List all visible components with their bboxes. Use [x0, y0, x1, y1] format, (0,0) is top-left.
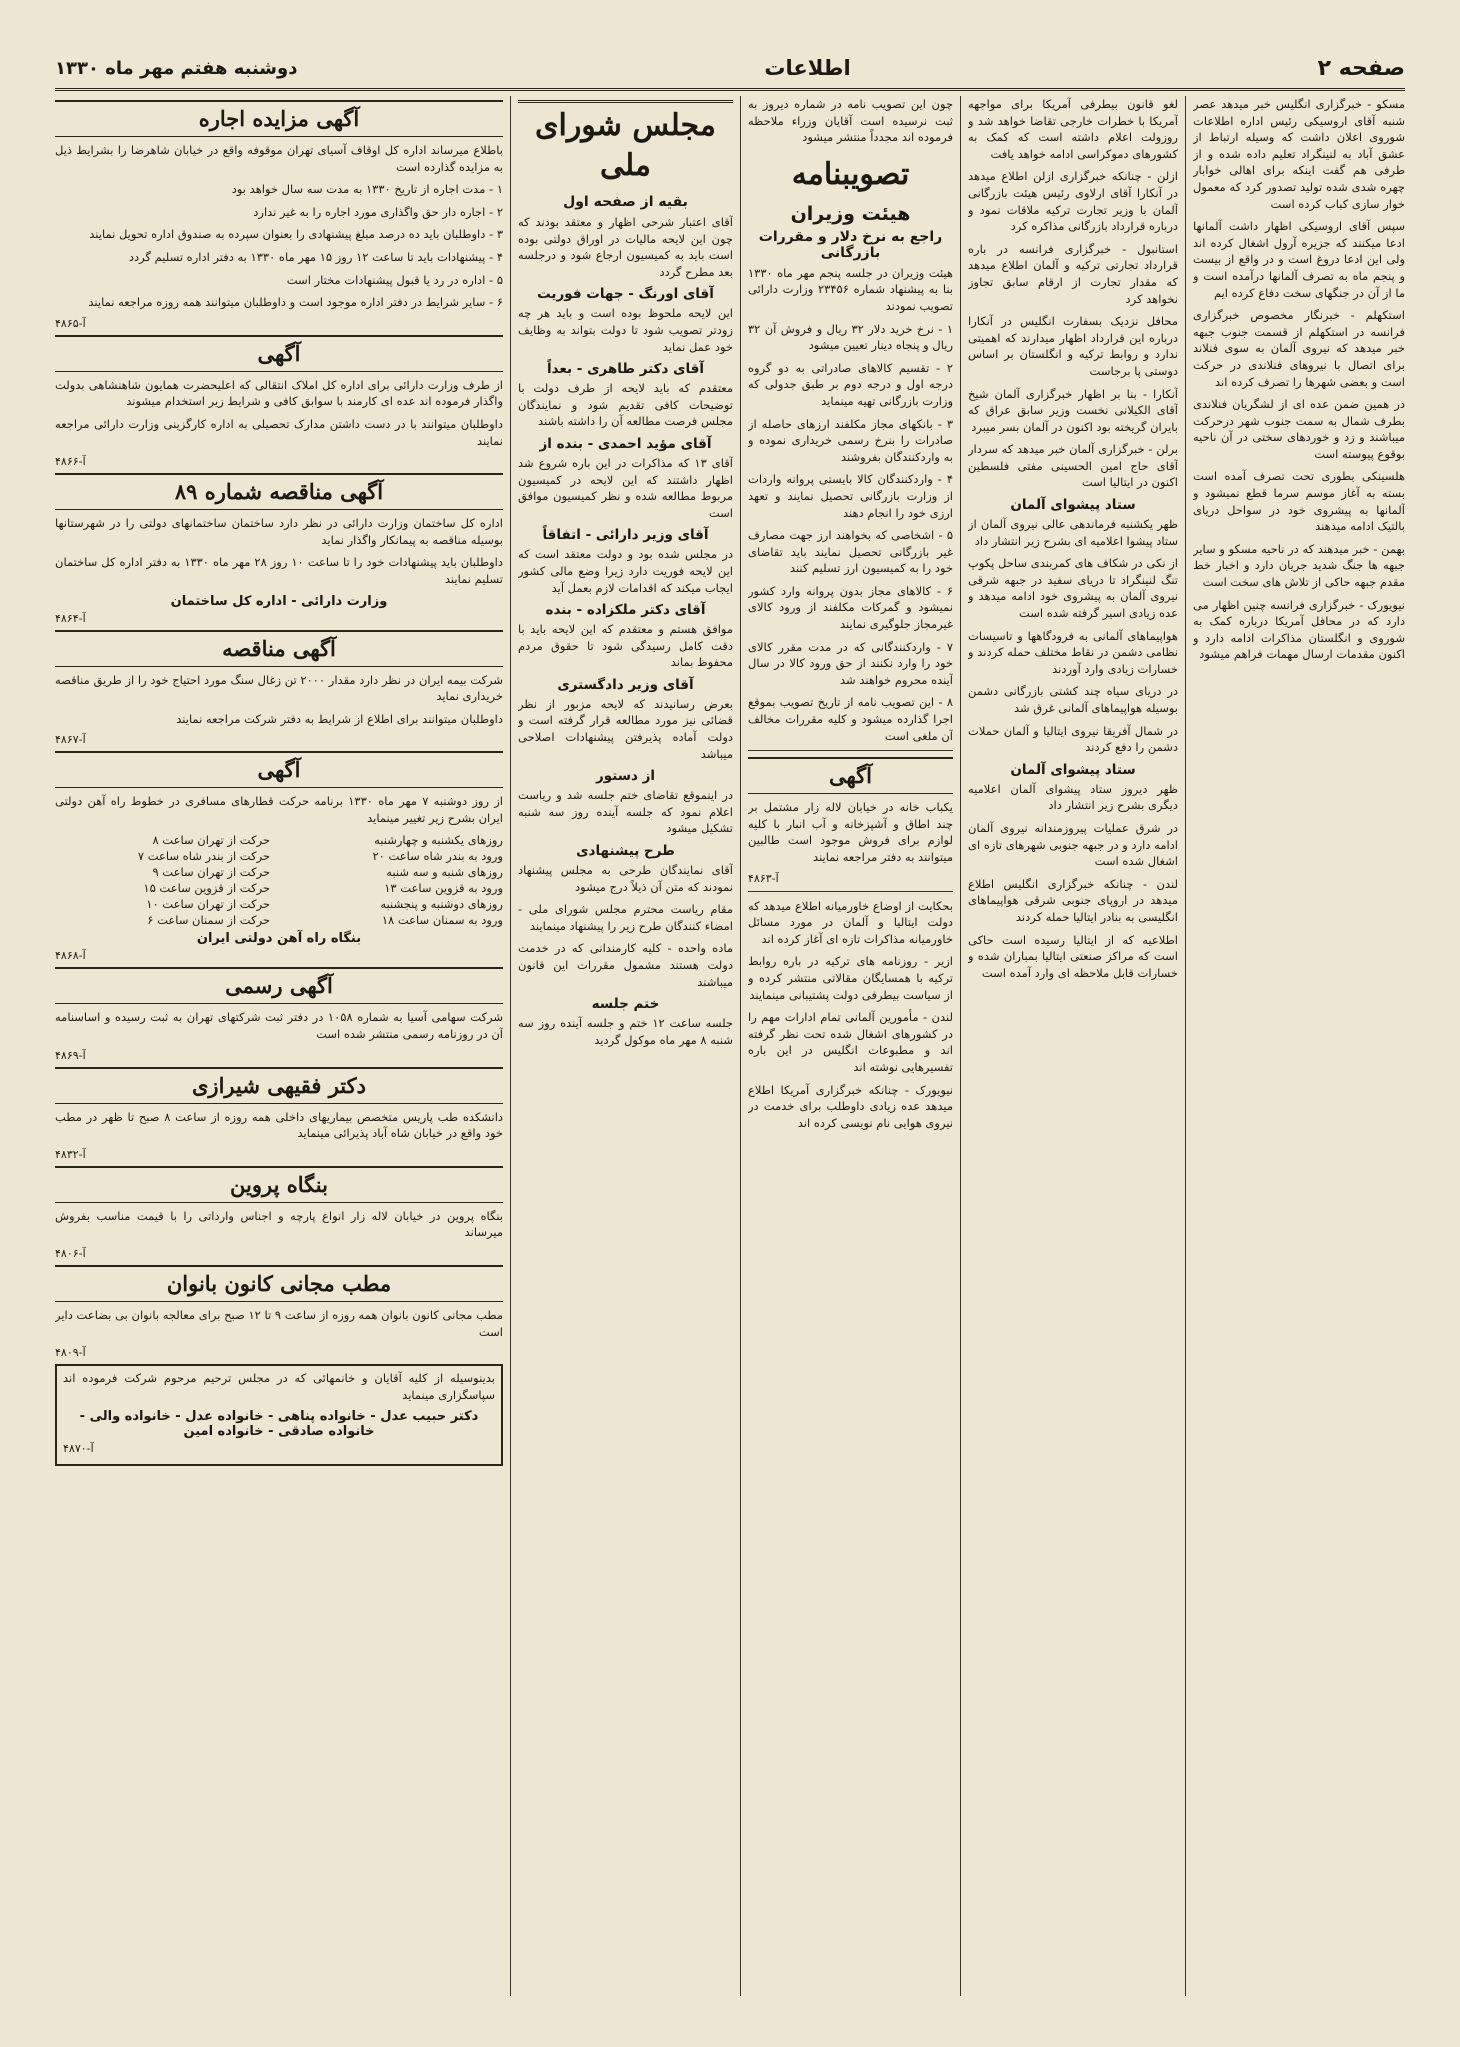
- news-paragraph: ظهر دیروز ستاد پیشوای آلمان اعلامیه دیگری بشرح زیر انتشار داد: [968, 781, 1178, 813]
- ad-title: آگهی رسمی: [55, 967, 503, 1004]
- speaker-heading: آقای دکتر ملکزاده - بنده: [545, 602, 706, 619]
- ad-text: بدینوسیله از کلیه آقایان و خانمهائی که در مجلس ترحیم مرحوم شرکت فرموده اند سپاسگزاری مینماید: [63, 1371, 495, 1402]
- ad-text: داوطلبان باید پیشنهادات خود را تا ساعت ۱۰ روز ۲۸ مهر ماه ۱۳۳۰ به دفتر اداره کل ساختمان تسلیم نمایند: [55, 555, 503, 586]
- ad-text: ۶ - سایر شرایط در دفتر اداره موجود است و داوطلبان میتوانند همه روزه مراجعه نمایند: [88, 295, 503, 310]
- news-paragraph: ازیر - روزنامه های ترکیه در باره روابط ترکیه با همسایگان مقالاتی منتشر کرده و از سیاست بیطرفی دولت پشتیبانی مینمایند: [748, 954, 953, 1002]
- ad-ref: آ-۴۸۶۸: [55, 949, 86, 963]
- news-paragraph: اطلاعیه که از ایتالیا رسیده است حاکی است که مراکز صنعتی ایتالیا بمباران شده و خسارات قابل ملاحظه ای وارد آمده است: [968, 932, 1178, 980]
- ad-text: ۴ - پیشنهادات باید تا ساعت ۱۲ روز ۱۵ مهر ماه ۱۳۳۰ به دفتر اداره تسلیم گردد: [128, 249, 503, 264]
- news-paragraph: لغو قانون بیطرفی آمریکا برای مواجهه آمریکا با خطرات خارجی تقاضا خواهد شد و روزولت اعلام داشته است که کمک به کشورهای دموکراسی ادامه خواهد یافت: [968, 97, 1178, 161]
- ad-title: دکتر فقیهی شیرازی: [55, 1067, 503, 1104]
- ad-ref: آ-۴۸۷۰: [63, 1442, 94, 1456]
- ad-text: باطلاع میرساند اداره کل اوقاف آسیای تهران موقوفه واقع در خیابان شاهرضا را بشرایط ذیل به مزایده گذارده است: [55, 143, 503, 174]
- parliament-paragraph: معتقدم که باید لایحه از طرف دولت با توضیحات کافی تقدیم شود و نمایندگان مجلس فرصت مطالعه آن را داشته باشند: [518, 381, 733, 429]
- speaker-heading: آقای دکتر طاهری - بعداً: [546, 361, 705, 378]
- ad-text: مطب مجانی کانون بانوان همه روزه از ساعت ۹ تا ۱۲ صبح برای معالجه بانوان بی بضاعت دایر است: [55, 1308, 503, 1339]
- schedule-cell: روزهای یکشنبه و چهارشنبه: [374, 833, 503, 848]
- ad-ref: آ-۴۸۶۹: [55, 1048, 86, 1062]
- ad-text: ۲ - اجاره دار حق واگذاری مورد اجاره را به غیر ندارد: [253, 204, 503, 219]
- ad-text: داوطلبان میتوانند برای اطلاع از شرایط به دفتر شرکت مراجعه نمایند: [176, 711, 503, 726]
- parliament-paragraph: بعرض رسانیدند که لایحه مزبور از نظر قضائی نیز مورد مطالعه قرار گرفته است و دولت آماده پذیرفتن پیشنهادات اصلاحی میباشد: [518, 696, 733, 761]
- schedule-cell: حرکت از تهران ساعت ۱۰: [146, 897, 271, 912]
- section-heading: ستاد پیشوای آلمان: [1010, 497, 1136, 514]
- decree-note: چون این تصویب نامه در شماره دیروز به ثبت نرسیده است آقایان وزراء ملاحظه فرموده اند مجدداً منتشر میشود: [748, 97, 953, 145]
- ad-signature: بنگاه راه آهن دولتی ایران: [196, 931, 362, 947]
- ad-text: از طرف وزارت دارائی برای اداره کل املاک انتقالی که اعلیحضرت همایون شاهنشاهی بدولت واگذار فرموده اند عده ای کارمند با سوابق کافی و شرایط زیر استخدام میشوند: [55, 377, 503, 409]
- speaker-heading: آقای مؤید احمدی - بنده از: [539, 435, 712, 452]
- news-paragraph: ظهر یکشنبه فرماندهی عالی نیروی آلمان از ستاد پیشوا اعلامیه ای بشرح زیر انتشار داد: [968, 517, 1178, 548]
- schedule-cell: حرکت از بندر شاه ساعت ۷: [137, 849, 271, 864]
- parliament-paragraph: موافق هستم و معتقدم که این لایحه باید با دقت کامل رسیدگی شود تا حقوق مردم محفوظ بماند: [518, 622, 733, 670]
- decree-paragraph: ۱ - نرخ خرید دلار ۳۲ ریال و فروش آن ۳۲ ریال و پنجاه دینار تعیین میشود: [748, 321, 953, 353]
- issue-date: دوشنبه هفتم مهر ماه ۱۳۳۰: [55, 57, 298, 79]
- decree-subtitle: راجع به نرخ دلار و مقررات بازرگانی: [758, 228, 943, 261]
- ad-text: یکباب خانه در خیابان لاله زار مشتمل بر چند اطاق و آشپزخانه و آب انبار با کلیه لوازم برای فروش موجود است طالبین میتوانند به دفتر مراجعه نمایند: [748, 800, 953, 864]
- column-rule: [960, 96, 961, 1996]
- decree-paragraph: ۶ - کالاهای مجاز بدون پروانه وارد کشور نمیشود و گمرکات مکلفند از ورود کالای غیرمجاز جلوگیری نمایند: [748, 583, 953, 632]
- ad-ref: آ-۴۸۰۹: [55, 1346, 86, 1360]
- schedule-row: [55, 912, 503, 928]
- ad-title: آگهی: [748, 757, 953, 794]
- news-paragraph: مسکو - خبرگزاری انگلیس خبر میدهد عصر شنبه آقای اروسیکی رئیس اداره اطلاعات شوروی اعلان داشت که وسیله ارتباط از عشق آباد به لنینگراد تعلیم داده شده و از طرفی هم گفت اینکه برای اهالی خوابار چهره شدی شده تولید تصدور کرد که معمول خوار سازی کباب کرده است: [1193, 97, 1405, 211]
- news-paragraph: در شرق عملیات پیروزمندانه نیروی آلمان ادامه دارد و در جبهه جنوبی شهرهای تازه ای اشغال شده است: [968, 820, 1178, 869]
- ad-title: بنگاه پروین: [55, 1166, 503, 1203]
- news-paragraph: لندن - مأمورین آلمانی تمام ادارات مهم را در کشورهای اشغال شده تحت نظر گرفته اند و مطبوعات انگلیس در این باره تفسیرهایی نوشته اند: [748, 1010, 953, 1074]
- ad-text: ۳ - داوطلبان باید ده درصد مبلغ پیشنهادی را بعنوان سپرده به صندوق اداره تحویل نمایند: [89, 227, 503, 242]
- ad-title: آگهی مناقصه: [55, 630, 503, 667]
- column-rule: [1185, 96, 1186, 1996]
- ad-ref: آ-۴۸۶۴: [55, 611, 86, 625]
- schedule-cell: حرکت از تهران ساعت ۸: [152, 833, 271, 848]
- page-number: صفحه ۲: [1317, 55, 1405, 81]
- ad-text: ۱ - مدت اجاره از تاریخ ۱۳۳۰ به مدت سه سال خواهد بود: [231, 182, 503, 197]
- news-paragraph: از نکی در شکاف های کمربندی ساحل پکوپ تنگ لنینگراد تا دریای سفید در جبهه شرقی نیروی آلمان به پیشروی خود ادامه میدهد و عده زیادی اسیر گرفته شده است: [968, 556, 1178, 621]
- schedule-row: [55, 832, 503, 848]
- news-paragraph: آنکارا - بنا بر اظهار خبرگزاری آلمان شیخ آقای الکیلانی نخست وزیر سابق عراق که بایران گریخته بود اکنون در آلمان بسر میبرد: [968, 386, 1178, 434]
- thanks-notice: [55, 1364, 503, 1466]
- parliament-paragraph: در اینموقع تقاضای ختم جلسه شد و ریاست اعلام نمود که جلسه آینده روز سه شنبه تشکیل میشود: [518, 788, 733, 836]
- ad-text: شرکت سهامی آسیا به شماره ۱۰۵۸ در دفتر ثبت شرکتهای تهران به ثبت رسیده و اساسنامه آن در روزنامه رسمی منتشر شده است: [55, 1010, 503, 1042]
- news-paragraph: ازلن - چنانکه خبرگزاری ازلن اطلاع میدهد در آنکارا آقای ارلاوی رئیس هیئت بازرگانی آلمان با وزیر تجارت ترکیه ملاقات نمود و درباره قرارداد بازرگانی مذاکره کرد: [968, 169, 1178, 234]
- speaker-heading: طرح پیشنهادی: [576, 843, 675, 860]
- news-paragraph: بحکایت از اوضاع خاورمیانه اطلاع میدهد که دولت ایتالیا و آلمان در مورد مسائل خاورمیانه مذاکرات تازه ای آغاز کرده اند: [748, 898, 953, 946]
- ad-text: بنگاه پروین در خیابان لاله زار انواع پارچه و اجناس وارداتی را با قیمت مناسب بفروش میرساند: [55, 1208, 503, 1240]
- parliament-paragraph: آقای ۱۳ که مذاکرات در این باره شروع شد اظهار داشتند که این لایحه در کمیسیون مربوط مطالعه شده و نظر کمیسیون موافق است: [518, 455, 733, 520]
- ad-title: آگهی: [55, 335, 503, 372]
- parliament-paragraph: در مجلس شده بود و دولت معتقد است که این لایحه فوریت دارد زیرا وضع مالی کشور ایجاب میکند که اقدامات لازم بعمل آید: [518, 547, 733, 595]
- decree-title: تصویبنامه: [791, 156, 910, 192]
- paper-name: اطلاعات: [764, 56, 851, 80]
- decree-paragraph: هیئت وزیران در جلسه پنجم مهر ماه ۱۳۳۰ بنا به پیشنهاد شماره ۲۳۴۵۶ وزارت دارائی تصویب نمودند: [748, 265, 953, 313]
- schedule-row: [55, 864, 503, 880]
- ad-ref: آ-۴۸۶۳: [748, 871, 779, 885]
- news-paragraph: محافل نزدیک بسفارت انگلیس در آنکارا درباره این قرارداد اظهار میدارند که اهمیتی ندارد و روابط ترکیه و انگلستان بر اساس دوستی پا برجاست: [968, 314, 1178, 378]
- decree-paragraph: ۲ - تقسیم کالاهای صادراتی به دو گروه درجه اول و درجه دوم بر طبق جدولی که وزارت بازرگانی تهیه مینماید: [748, 360, 953, 408]
- ad-text: ۵ - اداره در رد یا قبول پیشنهادات مختار است: [286, 272, 503, 287]
- ad-ref: آ-۴۸۳۲: [55, 1147, 86, 1161]
- family-names: دکتر حبیب عدل - خانواده پناهی - خانواده عدل - خانواده والی - خانواده صادقی - خانواده امین: [79, 1409, 479, 1440]
- decree-paragraph: ۸ - این تصویب نامه از تاریخ تصویب بموقع اجرا گذارده میشود و کلیه مقررات مخالف آن ملغی است: [748, 695, 953, 743]
- ad-ref: آ-۴۸۶۵: [55, 316, 86, 330]
- parliament-paragraph: این لایحه ملحوظ بوده است و باید هر چه زودتر تصویب شود تا دولت بتواند به وظایف خود عمل نماید: [518, 306, 733, 354]
- ad-title: آگهی: [55, 751, 503, 788]
- parliament-subtitle: بقیه از صفحه اول: [563, 194, 688, 210]
- news-paragraph: نیویورک - چنانکه خبرگزاری آمریکا اطلاع میدهد عده زیادی داوطلب برای خدمت در نیروی هوایی نام نویسی کرده اند: [748, 1082, 953, 1130]
- ad-ref: آ-۴۸۰۶: [55, 1247, 86, 1261]
- schedule-cell: حرکت از قزوین ساعت ۱۵: [143, 881, 271, 896]
- news-paragraph: در شمال آفریقا نیروی ایتالیا و آلمان حملات دشمن را دفع کردند: [968, 723, 1178, 755]
- news-paragraph: هواپیماهای آلمانی به فرودگاهها و تاسیسات نظامی دشمن در نقاط مختلف حمله کردند و خسارات زیادی وارد آوردند: [968, 628, 1178, 676]
- ad-title: مطب مجانی کانون بانوان: [55, 1265, 503, 1302]
- ad-text: دانشکده طب پاریس متخصص بیماریهای داخلی همه روزه از ساعت ۸ صبح تا ظهر در مطب خود واقع در خیابان شاه آباد پذیرائی مینماید: [55, 1109, 503, 1141]
- closing-heading: ختم جلسه: [591, 996, 660, 1013]
- ad-title: آگهی مزایده اجاره: [55, 100, 503, 137]
- parliament-paragraph: جلسه ساعت ۱۲ ختم و جلسه آینده روز سه شنبه ۸ مهر ماه موکول گردید: [518, 1016, 733, 1047]
- ad-title: آگهی مناقصه شماره ۸۹: [55, 473, 503, 510]
- schedule-row: [55, 880, 503, 896]
- decree-paragraph: ۴ - واردکنندگان کالا بایستی پروانه واردات از وزارت بازرگانی تحصیل نمایند و تعهد ارزی خود را انجام دهند: [748, 472, 953, 520]
- parliament-title: مجلس شورای ملی: [518, 100, 733, 189]
- decree-column: [748, 96, 953, 1996]
- masthead: [55, 48, 1405, 91]
- news-paragraph: لندن - چنانکه خبرگزاری انگلیس اطلاع میدهد در اروپای جنوبی شرقی هواپیماهای انگلیسی به بنادر ایتالیا حمله کردند: [968, 876, 1178, 924]
- parliament-column: [518, 96, 733, 1996]
- ad-text: از روز دوشنبه ۷ مهر ماه ۱۳۳۰ برنامه حرکت قطارهای مسافری در خطوط راه آهن دولتی ایران بشرح زیر تغییر مینماید: [55, 794, 503, 825]
- schedule-cell: ورود به بندر شاه ساعت ۲۰: [372, 849, 503, 864]
- news-paragraph: سپس آقای اروسیکی اظهار داشت آلمانها ادعا میکنند که جزیره آرول اشغال کرده اند ولی این ادعا دروغ است و در واقع از بیست و پنجم ماه به تصرف آلمانها درآمده است و ما از آن در جنگهای سخت دفاع کرده ایم: [1193, 219, 1405, 300]
- news-column: [1193, 96, 1405, 1996]
- column-rule: [740, 96, 741, 1996]
- schedule-row: [55, 896, 503, 912]
- news-paragraph: برلن - خبرگزاری آلمان خبر میدهد که سردار آقای حاج امین الحسینی مفتی فلسطین اکنون در ایتالیا است: [968, 442, 1178, 490]
- news-column-2: [968, 96, 1178, 1996]
- news-paragraph: نیویورک - خبرگزاری فرانسه چنین اظهار می دارد که در محافل آمریکا درباره کمک به شوروی و انگلستان مذاکرات ادامه دارد و اکنون مقدمات ارسال مهمات فراهم میشود: [1193, 597, 1405, 662]
- news-paragraph: در دریای سیاه چند کشتی بازرگانی دشمن بوسیله هواپیماهای آلمانی غرق شد: [968, 684, 1178, 715]
- news-paragraph: استکهلم - خبرنگار مخصوص خبرگزاری فرانسه در استکهلم از قسمت جنوب جبهه خبر میدهد که نیروی آلمان به سوی فنلاند برای اتصال با نیروهای فنلاندی در حرکت است و بعضی شهرها را تصرف کرده اند: [1193, 308, 1405, 389]
- ad-ref: آ-۴۸۶۷: [55, 733, 86, 747]
- decree-title-2: هیئت وزیران: [790, 202, 911, 225]
- news-paragraph: استانبول - خبرگزاری فرانسه در باره قرارداد تجارتی ترکیه و آلمان اطلاع میدهد که مقدار تجارت از ارقام سابق تجاوز نخواهد کرد: [968, 241, 1178, 306]
- divider: [748, 750, 953, 751]
- news-paragraph: بهمن - خبر میدهند که در ناحیه مسکو و سایر جبهه ها جنگ شدید جریان دارد و اخبار خط مقدم جبهه حاکی از تلاش های سخت است: [1193, 541, 1405, 590]
- news-paragraph: هلسینکی بطوری تحت تصرف آمده است بسته به آغاز موسم سرما قطع نمیشود و آلمانها به پیشروی خود در سواحل دریای بالتیک ادامه میدهند: [1193, 469, 1405, 534]
- ad-text: شرکت بیمه ایران در نظر دارد مقدار ۲۰۰۰ تن زغال سنگ مورد احتیاج خود را از طریق مناقصه خریداری نماید: [55, 672, 503, 704]
- parliament-paragraph: آقای نمایندگان طرحی به مجلس پیشنهاد نمودند که متن آن ذیلاً درج میشود: [518, 863, 733, 894]
- schedule-cell: ورود به سمنان ساعت ۱۸: [381, 913, 503, 928]
- ads-column: [55, 96, 503, 1996]
- decree-paragraph: ۷ - واردکنندگانی که در مدت مقرر کالای خود را وارد نکنند از حق ورود کالا در سال آینده محروم خواهند شد: [748, 639, 953, 687]
- speaker-heading: آقای وزیر دادگستری: [557, 676, 694, 693]
- parliament-paragraph: ماده واحده - کلیه کارمندانی که در خدمت دولت هستند مشمول مقررات این قانون میباشند: [518, 941, 733, 989]
- decree-paragraph: ۳ - بانکهای مجاز مکلفند ارزهای حاصله از صادرات را بنرخ رسمی خریداری نموده و به واردکنندگان بفروشند: [748, 416, 953, 464]
- ad-text: اداره کل ساختمان وزارت دارائی در نظر دارد ساختمان ساختمانهای دولتی را در شهرستانها بوسیله مناقصه به پیمانکار واگذار نماید: [55, 516, 503, 547]
- divider: [748, 891, 953, 892]
- speaker-heading: آقای اورنگ - جهات فوریت: [537, 286, 714, 303]
- schedule-cell: حرکت از تهران ساعت ۹: [152, 865, 271, 880]
- train-schedule: [55, 832, 503, 928]
- section-heading: ستاد پیشوای آلمان: [1010, 761, 1136, 778]
- ad-ref: آ-۴۸۶۶: [55, 455, 86, 469]
- schedule-cell: ورود به قزوین ساعت ۱۳: [384, 881, 503, 896]
- parliament-paragraph: مقام ریاست محترم مجلس شورای ملی - امضاء کنندگان طرح زیر را پیشنهاد مینمایند: [518, 902, 733, 933]
- speaker-heading: از دستور: [595, 768, 656, 785]
- ad-text: داوطلبان میتوانند با در دست داشتن مدارک تحصیلی به اداره کارگزینی وزارت دارائی مراجعه نمایند: [55, 416, 503, 448]
- news-paragraph: در همین ضمن عده ای از لشگریان فنلاندی بطرف شمال به سمت جنوب شهر درحرکت میباشند و زد و خوردهای سختی در آن ناحیه بوقوع پیوسته است: [1193, 397, 1405, 461]
- schedule-cell: روزهای شنبه و سه شنبه: [386, 865, 503, 880]
- column-rule: [510, 96, 511, 1996]
- ad-signature: وزارت دارائی - اداره کل ساختمان: [170, 593, 388, 609]
- speaker-heading: آقای وزیر دارائی - اتفاقاً: [542, 527, 709, 544]
- decree-paragraph: ۵ - اشخاصی که بخواهند ارز جهت مصارف غیر بازرگانی تحصیل نمایند باید تقاضای خود را به کمیسیون ارز تسلیم کنند: [748, 528, 953, 576]
- schedule-cell: حرکت از سمنان ساعت ۶: [147, 913, 271, 928]
- parliament-paragraph: آقای اعتبار شرحی اظهار و معتقد بودند که چون این لایحه مالیات در اوراق دولتی بوده است باید به کمیسیون ارجاع شود و درجلسه بعد مطرح گردد: [518, 215, 733, 279]
- schedule-row: [55, 848, 503, 864]
- schedule-cell: روزهای دوشنبه و پنجشنبه: [380, 897, 503, 912]
